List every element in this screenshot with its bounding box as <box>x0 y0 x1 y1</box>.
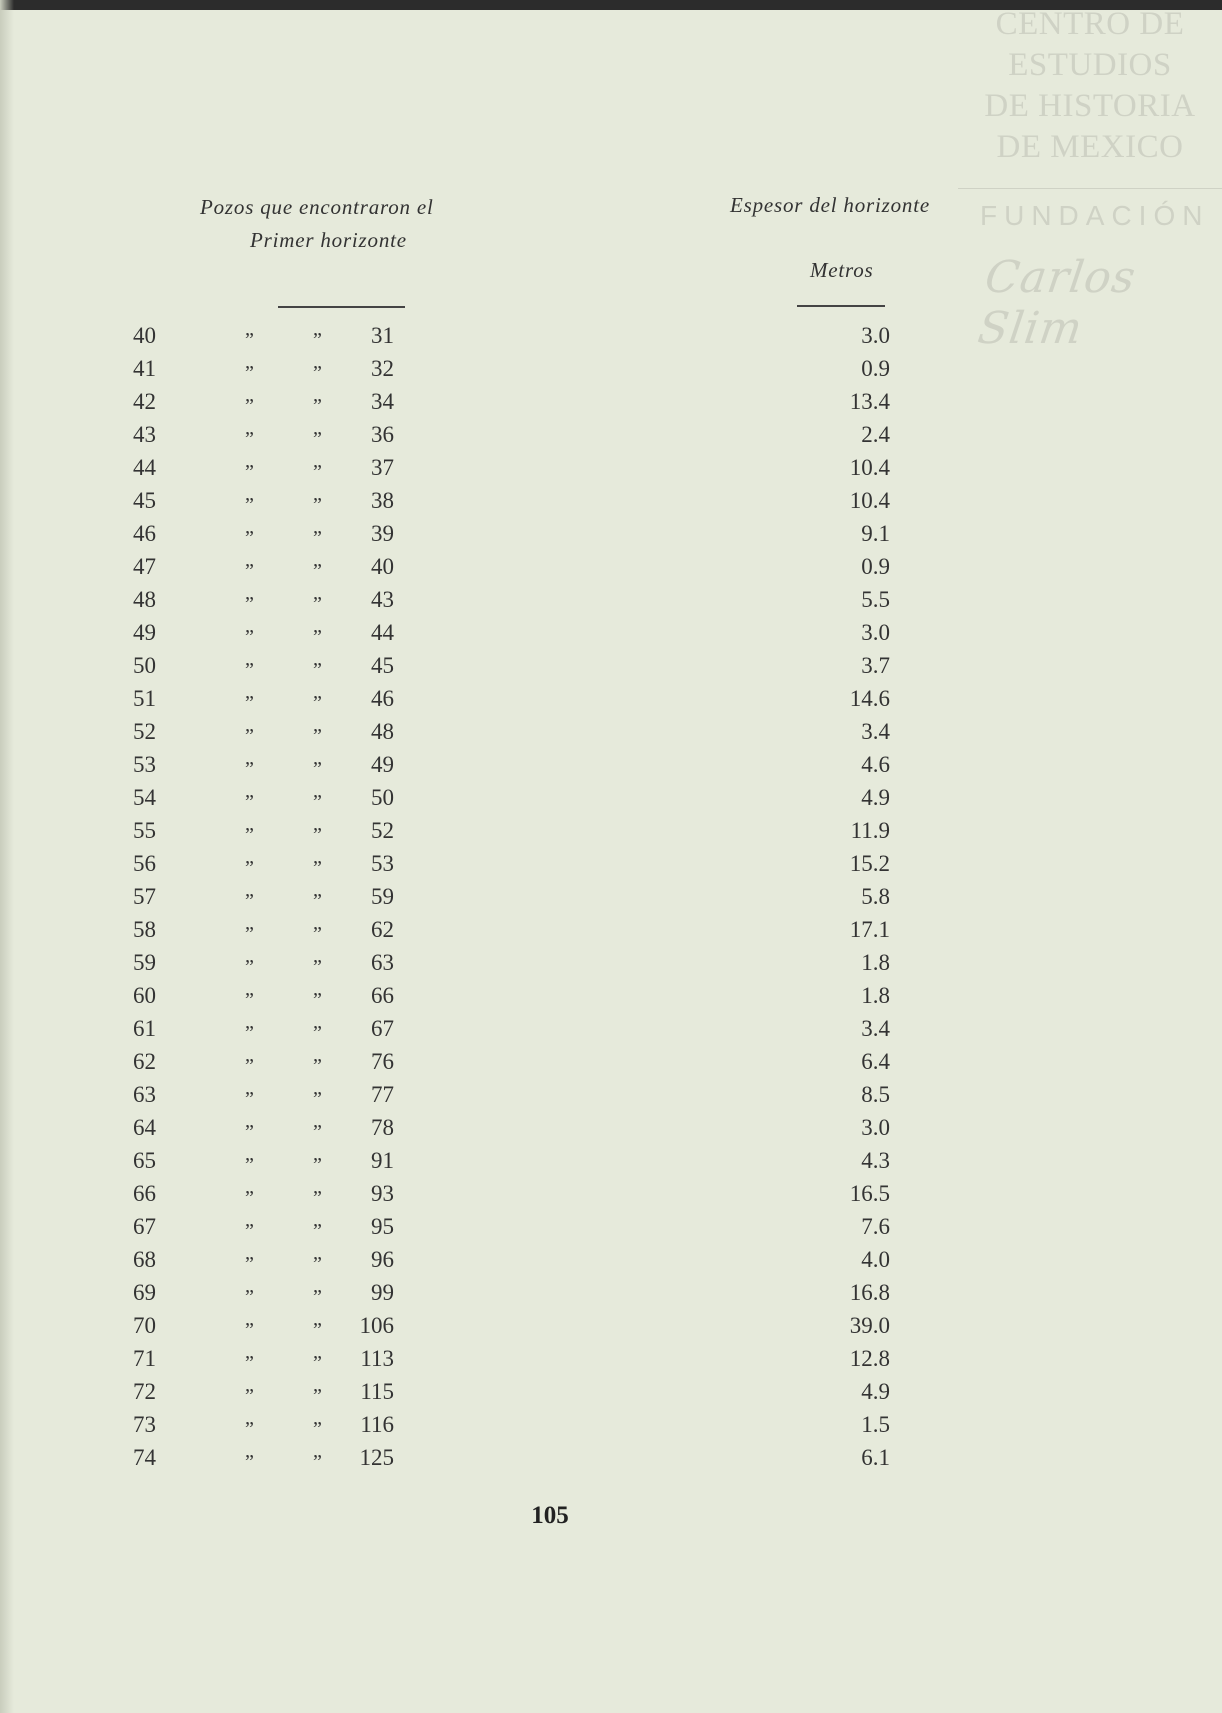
left-column-header-line1: Pozos que encontraron el <box>200 195 434 219</box>
well-number: 76 <box>371 1049 394 1074</box>
horizon-thickness: 4.3 <box>861 1148 890 1173</box>
horizon-thickness: 5.5 <box>861 587 890 612</box>
horizon-thickness: 8.5 <box>861 1082 890 1107</box>
horizon-thickness: 39.0 <box>849 1313 890 1338</box>
ditto-mark: ” <box>245 626 254 648</box>
table-row <box>0 1113 1222 1143</box>
horizon-thickness: 3.0 <box>861 1115 890 1140</box>
ditto-mark: ” <box>313 956 322 978</box>
ditto-mark: ” <box>245 725 254 747</box>
ditto-mark: ” <box>313 1385 322 1407</box>
horizon-thickness: 11.9 <box>850 818 890 843</box>
well-number: 99 <box>371 1280 394 1305</box>
ditto-mark: ” <box>245 857 254 879</box>
ditto-mark: ” <box>245 593 254 615</box>
ditto-mark: ” <box>313 1088 322 1110</box>
table-row <box>0 717 1222 747</box>
ditto-mark: ” <box>245 329 254 351</box>
table-row <box>0 1443 1222 1473</box>
table-row <box>0 684 1222 714</box>
archive-watermark-line: CENTRO DE <box>995 6 1185 42</box>
ditto-mark: ” <box>245 956 254 978</box>
table-row <box>0 1179 1222 1209</box>
table-row <box>0 1080 1222 1110</box>
ditto-mark: ” <box>245 791 254 813</box>
ditto-mark: ” <box>313 593 322 615</box>
ditto-mark: ” <box>245 1451 254 1473</box>
row-number: 51 <box>133 686 156 711</box>
row-number: 62 <box>133 1049 156 1074</box>
well-number: 43 <box>371 587 394 612</box>
horizon-thickness: 0.9 <box>861 356 890 381</box>
ditto-mark: ” <box>313 791 322 813</box>
horizon-thickness: 1.8 <box>861 983 890 1008</box>
well-number: 37 <box>371 455 394 480</box>
horizon-thickness: 9.1 <box>861 521 890 546</box>
ditto-mark: ” <box>313 1022 322 1044</box>
ditto-mark: ” <box>245 1253 254 1275</box>
horizon-thickness: 6.1 <box>861 1445 890 1470</box>
ditto-mark: ” <box>313 527 322 549</box>
ditto-mark: ” <box>245 1352 254 1374</box>
horizon-thickness: 4.6 <box>861 752 890 777</box>
table-row <box>0 981 1222 1011</box>
horizon-thickness: 16.5 <box>849 1181 890 1206</box>
well-number: 36 <box>371 422 394 447</box>
row-number: 49 <box>133 620 156 645</box>
archive-watermark-line: ESTUDIOS <box>1008 47 1172 83</box>
row-number: 48 <box>133 587 156 612</box>
row-number: 53 <box>133 752 156 777</box>
row-number: 57 <box>133 884 156 909</box>
ditto-mark: ” <box>313 824 322 846</box>
row-number: 60 <box>133 983 156 1008</box>
horizon-thickness: 1.8 <box>861 950 890 975</box>
table-row <box>0 1377 1222 1407</box>
signature-watermark: Carlos Slim <box>974 252 1140 354</box>
well-number: 113 <box>360 1346 394 1371</box>
horizon-thickness: 4.9 <box>861 785 890 810</box>
ditto-mark: ” <box>313 890 322 912</box>
horizon-thickness: 3.7 <box>861 653 890 678</box>
row-number: 59 <box>133 950 156 975</box>
ditto-mark: ” <box>245 527 254 549</box>
table-row <box>0 1047 1222 1077</box>
table-row <box>0 1212 1222 1242</box>
table-row <box>0 387 1222 417</box>
table-row <box>0 1014 1222 1044</box>
table-row <box>0 453 1222 483</box>
row-number: 55 <box>133 818 156 843</box>
ditto-mark: ” <box>313 560 322 582</box>
table-row <box>0 354 1222 384</box>
table-row <box>0 1344 1222 1374</box>
table-row <box>0 585 1222 615</box>
table-row <box>0 783 1222 813</box>
horizon-thickness: 14.6 <box>849 686 890 711</box>
table-row <box>0 618 1222 648</box>
horizon-thickness: 17.1 <box>849 917 890 942</box>
ditto-mark: ” <box>245 692 254 714</box>
ditto-mark: ” <box>313 494 322 516</box>
row-number: 50 <box>133 653 156 678</box>
well-number: 32 <box>371 356 394 381</box>
ditto-mark: ” <box>313 923 322 945</box>
ditto-mark: ” <box>245 1088 254 1110</box>
well-number: 62 <box>371 917 394 942</box>
ditto-mark: ” <box>313 1418 322 1440</box>
ditto-mark: ” <box>245 1055 254 1077</box>
row-number: 41 <box>133 356 156 381</box>
watermark-divider <box>958 188 1222 189</box>
ditto-mark: ” <box>313 725 322 747</box>
horizon-thickness: 13.4 <box>849 389 890 414</box>
well-number: 48 <box>371 719 394 744</box>
row-number: 61 <box>133 1016 156 1041</box>
ditto-mark: ” <box>313 1220 322 1242</box>
well-number: 115 <box>360 1379 394 1404</box>
well-number: 106 <box>359 1313 394 1338</box>
unit-label: Metros <box>810 258 874 282</box>
row-number: 65 <box>133 1148 156 1173</box>
horizon-thickness: 15.2 <box>849 851 890 876</box>
well-number: 67 <box>371 1016 394 1041</box>
well-number: 63 <box>371 950 394 975</box>
ditto-mark: ” <box>245 890 254 912</box>
row-number: 71 <box>133 1346 156 1371</box>
table-row <box>0 519 1222 549</box>
well-number: 59 <box>371 884 394 909</box>
well-number: 50 <box>371 785 394 810</box>
well-number: 66 <box>371 983 394 1008</box>
left-header-rule <box>278 306 405 308</box>
ditto-mark: ” <box>313 626 322 648</box>
ditto-mark: ” <box>313 659 322 681</box>
ditto-mark: ” <box>313 1352 322 1374</box>
ditto-mark: ” <box>313 1253 322 1275</box>
ditto-mark: ” <box>245 824 254 846</box>
right-column-header: Espesor del horizonte <box>730 193 930 217</box>
table-row <box>0 849 1222 879</box>
well-number: 39 <box>371 521 394 546</box>
horizon-thickness: 3.0 <box>861 323 890 348</box>
horizon-thickness: 7.6 <box>861 1214 890 1239</box>
row-number: 73 <box>133 1412 156 1437</box>
ditto-mark: ” <box>245 395 254 417</box>
table-row <box>0 1311 1222 1341</box>
ditto-mark: ” <box>245 1154 254 1176</box>
ditto-mark: ” <box>245 1187 254 1209</box>
table-row <box>0 1278 1222 1308</box>
ditto-mark: ” <box>245 1286 254 1308</box>
row-number: 45 <box>133 488 156 513</box>
horizon-thickness: 16.8 <box>849 1280 890 1305</box>
row-number: 54 <box>133 785 156 810</box>
foundation-watermark: FUNDACIÓN <box>980 200 1210 231</box>
row-number: 66 <box>133 1181 156 1206</box>
ditto-mark: ” <box>245 1022 254 1044</box>
ditto-mark: ” <box>313 857 322 879</box>
ditto-mark: ” <box>245 494 254 516</box>
table-row <box>0 750 1222 780</box>
ditto-mark: ” <box>313 1319 322 1341</box>
row-number: 64 <box>133 1115 156 1140</box>
table-row <box>0 1146 1222 1176</box>
row-number: 52 <box>133 719 156 744</box>
archive-watermark <box>960 4 1220 168</box>
right-header-rule <box>797 305 885 307</box>
well-number: 93 <box>371 1181 394 1206</box>
horizon-thickness: 6.4 <box>861 1049 890 1074</box>
row-number: 40 <box>133 323 156 348</box>
ditto-mark: ” <box>313 1055 322 1077</box>
table-row <box>0 948 1222 978</box>
row-number: 42 <box>133 389 156 414</box>
horizon-thickness: 3.4 <box>861 1016 890 1041</box>
well-number: 40 <box>371 554 394 579</box>
ditto-mark: ” <box>245 362 254 384</box>
row-number: 44 <box>133 455 156 480</box>
table-row <box>0 915 1222 945</box>
archive-watermark-line: DE HISTORIA <box>984 88 1196 124</box>
ditto-mark: ” <box>245 1220 254 1242</box>
table-row <box>0 651 1222 681</box>
ditto-mark: ” <box>313 461 322 483</box>
well-number: 44 <box>371 620 394 645</box>
ditto-mark: ” <box>313 758 322 780</box>
row-number: 56 <box>133 851 156 876</box>
well-number: 38 <box>371 488 394 513</box>
table-row <box>0 420 1222 450</box>
ditto-mark: ” <box>313 1154 322 1176</box>
well-number: 91 <box>371 1148 394 1173</box>
well-number: 31 <box>371 323 394 348</box>
ditto-mark: ” <box>313 1451 322 1473</box>
ditto-mark: ” <box>313 692 322 714</box>
well-number: 125 <box>359 1445 394 1470</box>
ditto-mark: ” <box>245 1418 254 1440</box>
ditto-mark: ” <box>245 560 254 582</box>
archive-watermark-line: DE MEXICO <box>996 129 1184 165</box>
table-row <box>0 816 1222 846</box>
horizon-thickness: 3.4 <box>861 719 890 744</box>
well-number: 116 <box>360 1412 394 1437</box>
row-number: 58 <box>133 917 156 942</box>
ditto-mark: ” <box>313 1121 322 1143</box>
horizon-thickness: 4.9 <box>861 1379 890 1404</box>
row-number: 68 <box>133 1247 156 1272</box>
table-row <box>0 1410 1222 1440</box>
horizon-thickness: 1.5 <box>861 1412 890 1437</box>
row-number: 74 <box>133 1445 156 1470</box>
horizon-thickness: 10.4 <box>849 488 890 513</box>
ditto-mark: ” <box>245 461 254 483</box>
horizon-thickness: 2.4 <box>861 422 890 447</box>
ditto-mark: ” <box>313 395 322 417</box>
well-number: 77 <box>371 1082 394 1107</box>
well-number: 46 <box>371 686 394 711</box>
row-number: 47 <box>133 554 156 579</box>
ditto-mark: ” <box>245 1385 254 1407</box>
ditto-mark: ” <box>313 989 322 1011</box>
row-number: 72 <box>133 1379 156 1404</box>
row-number: 43 <box>133 422 156 447</box>
table-row <box>0 321 1222 351</box>
ditto-mark: ” <box>245 428 254 450</box>
table-row <box>0 1245 1222 1275</box>
well-number: 53 <box>371 851 394 876</box>
ditto-mark: ” <box>313 1187 322 1209</box>
ditto-mark: ” <box>313 329 322 351</box>
horizon-thickness: 12.8 <box>849 1346 890 1371</box>
horizon-thickness: 10.4 <box>849 455 890 480</box>
well-number: 78 <box>371 1115 394 1140</box>
horizon-thickness: 4.0 <box>861 1247 890 1272</box>
ditto-mark: ” <box>313 428 322 450</box>
table-row <box>0 486 1222 516</box>
page-number: 105 <box>531 1502 569 1529</box>
left-column-header-line2: Primer horizonte <box>250 228 407 252</box>
well-number: 96 <box>371 1247 394 1272</box>
well-number: 45 <box>371 653 394 678</box>
ditto-mark: ” <box>245 1319 254 1341</box>
horizon-thickness: 3.0 <box>861 620 890 645</box>
row-number: 46 <box>133 521 156 546</box>
ditto-mark: ” <box>245 758 254 780</box>
ditto-mark: ” <box>245 1121 254 1143</box>
well-number: 34 <box>371 389 394 414</box>
ditto-mark: ” <box>245 659 254 681</box>
row-number: 67 <box>133 1214 156 1239</box>
row-number: 63 <box>133 1082 156 1107</box>
well-number: 95 <box>371 1214 394 1239</box>
well-number: 49 <box>371 752 394 777</box>
table-row <box>0 882 1222 912</box>
ditto-mark: ” <box>313 362 322 384</box>
row-number: 69 <box>133 1280 156 1305</box>
ditto-mark: ” <box>245 923 254 945</box>
well-number: 52 <box>371 818 394 843</box>
ditto-mark: ” <box>245 989 254 1011</box>
row-number: 70 <box>133 1313 156 1338</box>
table-row <box>0 552 1222 582</box>
ditto-mark: ” <box>313 1286 322 1308</box>
horizon-thickness: 0.9 <box>861 554 890 579</box>
horizon-thickness: 5.8 <box>861 884 890 909</box>
